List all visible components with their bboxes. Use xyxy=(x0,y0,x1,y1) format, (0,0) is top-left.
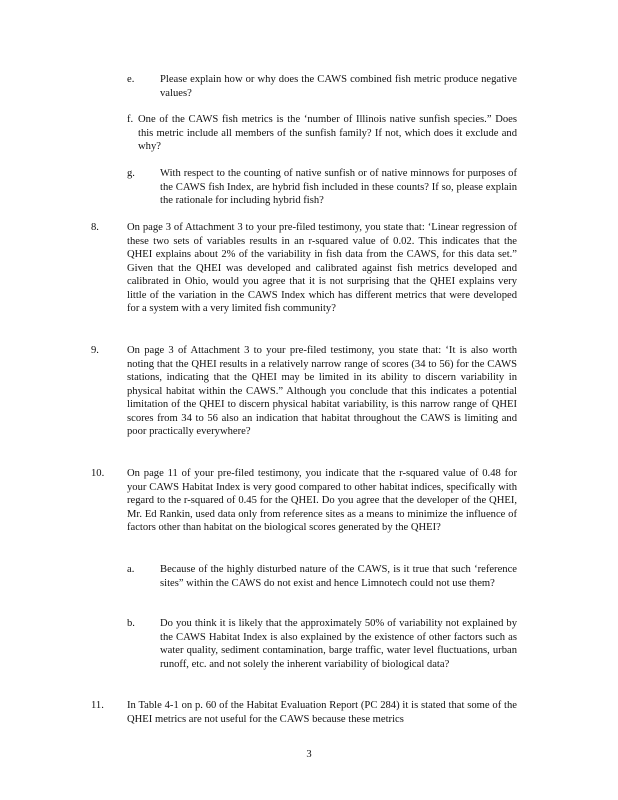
subitem-label: a. xyxy=(127,564,135,575)
subitem-text: Do you think it is likely that the approximately 50% of variability not explained by the CAWS Habitat Index is also explained by the existence of other factors such as water quality, sediment contamination, barge traffic, water level fluctuations, urban runoff, etc. and not solely the inherent variability of biological data? xyxy=(160,618,517,670)
item-text: In Table 4-1 on p. 60 of the Habitat Evaluation Report (PC 284) it is stated that some of the QHEI metrics are not useful for the CAWS because these metrics xyxy=(127,700,517,725)
item-number: 10. xyxy=(91,468,105,479)
subitem-text: One of the CAWS fish metrics is the ‘number of Illinois native sunfish species.” Does this metric include all members of the sunfish family? If not, which does it exclude and why? xyxy=(138,114,517,152)
subitem-text: Please explain how or why does the CAWS combined fish metric produce negative values? xyxy=(160,74,517,99)
subitem-label: b. xyxy=(127,618,135,629)
subitem-text: With respect to the counting of native sunfish or of native minnows for purposes of the CAWS fish Index, are hybrid fish included in these counts? If so, please explain the rationale for including hybrid fish? xyxy=(160,168,517,206)
item-text: On page 11 of your pre-filed testimony, you indicate that the r-squared value of 0.48 for your CAWS Habitat Index is very good compared to other habitat indices, specifically with regard to the r-squared of 0.45 for the QHEI. Do you agree that the developer of the QHEI, Mr. Ed Rankin, used data only from reference sites as a means to minimize the influence of factors other than habitat on the biological scores generated by the QHEI? xyxy=(127,468,517,533)
item-number: 8. xyxy=(91,222,99,233)
subitem-text: Because of the highly disturbed nature of the CAWS, is it true that such ‘reference sites” within the CAWS do not exist and hence Limnotech could not use them? xyxy=(160,564,517,589)
item-text: On page 3 of Attachment 3 to your pre-filed testimony, you state that: ‘It is also worth noting that the QHEI results in a relatively narrow range of scores (34 to 56) for the CAWS stations, indicating that the QHEI may be limited in its ability to discern variability in physical habitat within the CAWS.” Although you conclude that this indicates a potential limitation of the QHEI to discern physical habitat variability, is this narrow range of QHEI scores from 34 to 56 also an indication that habitat throughout the CAWS is limiting and poor practically everywhere? xyxy=(127,345,517,437)
subitem-label: e. xyxy=(127,74,135,85)
item-number: 9. xyxy=(91,345,99,356)
subitem-label: g. xyxy=(127,168,135,179)
subitem-label: f. xyxy=(127,114,134,125)
item-text: On page 3 of Attachment 3 to your pre-filed testimony, you state that: ‘Linear regression of these two sets of variables results in an r-squared value of 0.02. This indicates that the QHEI explains about 2% of the variability in fish data from the CAWS, for this data set.” Given that the QHEI was developed and calibrated against fish metrics developed and calibrated in Ohio, would you agree that it is not surprising that the QHEI explains very little of the variation in the CAWS Index which has different metrics that were developed for a system with a very limited fish community? xyxy=(127,222,517,314)
item-number: 11. xyxy=(91,700,104,711)
page-number: 3 xyxy=(306,749,312,760)
